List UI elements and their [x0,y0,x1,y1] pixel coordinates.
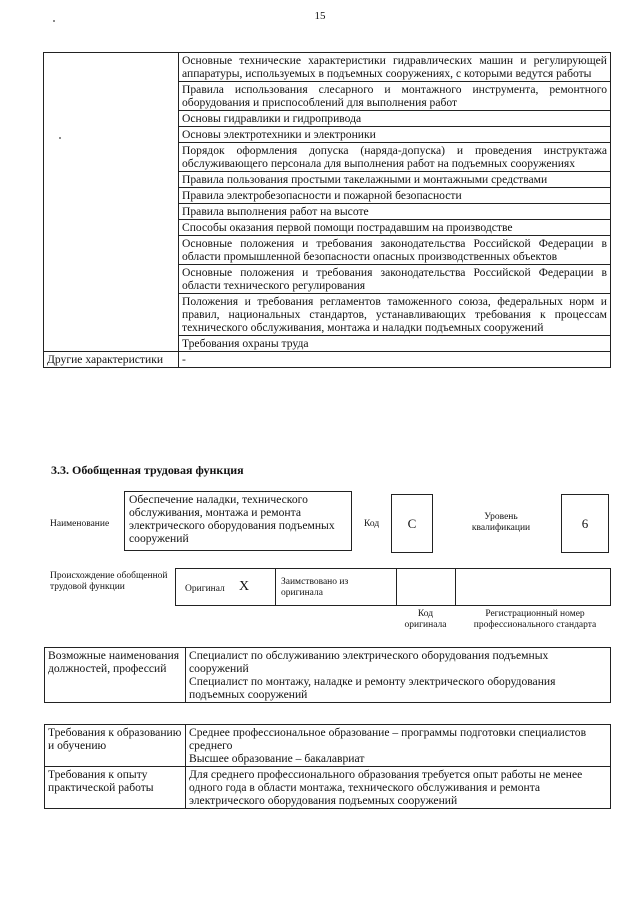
borrowed-label: Заимствовано из оригинала [281,577,349,598]
position-item: Специалист по обслуживанию электрического оборудования подъемных сооружений [189,649,549,675]
knowledge-item: Положения и требования регламентов таможенного союза, федеральных норм и правил, национальных стандартов, устанавливающих требования к процессам технического обслуживания, монтажа и наладки подъемных сооружений [179,294,611,336]
education-item: Высшее образование – бакалавриат [189,752,365,765]
knowledge-item: Порядок оформления допуска (наряда-допуска) и проведения инструктажа обслуживающего персонала для выполнения работ на подъемных сооружениях [179,143,611,172]
divider [396,568,397,606]
positions-values [186,648,611,703]
section-title: 3.3. Обобщенная трудовая функция [51,463,244,477]
education-values [186,725,611,767]
table-row [45,648,611,703]
name-label: Наименование [50,519,110,529]
knowledge-item: Правила пользования простыми такелажными и монтажными средствами [179,172,611,188]
reg-caption: Регистрационный номер профессионального стандарта [473,609,597,630]
table-row [45,767,611,809]
knowledge-item: Правила использования слесарного и монтажного инструмента, ремонтного оборудования и приспособлений для выполнения работ [179,82,611,111]
experience-label: Требования к опыту практической работы [45,767,186,809]
education-label: Требования к образованию и обучению [45,725,186,767]
origin-label: Происхождение обобщенной трудовой функции [50,571,168,592]
scan-speck [53,20,55,22]
table-row [44,53,611,82]
other-characteristics-label: Другие характеристики [44,352,179,368]
knowledge-item: Правила выполнения работ на высоте [179,204,611,220]
code-caption: Код оригинала [404,609,447,630]
knowledge-item: Основные положения и требования законодательства Российской Федерации в области технического регулирования [179,265,611,294]
knowledge-item: Правила электробезопасности и пожарной безопасности [179,188,611,204]
experience-value: Для среднего профессионального образования требуется опыт работы не менее одного года в области монтажа, технического обслуживания и ремонта электрического оборудования подъемных сооружений [186,767,611,809]
original-mark: X [239,579,250,594]
position-item: Специалист по монтажу, наладке и ремонту электрического оборудования подъемных сооружений [189,675,556,701]
original-label: Оригинал [185,584,225,594]
divider [275,568,276,606]
knowledge-item: Требования охраны труда [179,336,611,352]
level-value: 6 [561,494,609,553]
knowledge-item: Способы оказания первой помощи пострадавшим на производстве [179,220,611,236]
knowledge-item: Основные технические характеристики гидравлических машин и регулирующей аппаратуры, используемых в подъемных сооружениях, с которыми ведутся работы [179,53,611,82]
code-label: Код [364,519,380,529]
education-item: Среднее профессиональное образование – программы подготовки специалистов среднего [189,726,587,752]
knowledge-item: Основы электротехники и электроники [179,127,611,143]
positions-label: Возможные наименования должностей, профессий [45,648,186,703]
knowledge-item: Основы гидравлики и гидропривода [179,111,611,127]
function-name-value: Обеспечение наладки, технического обслуживания, монтажа и ремонта электрического оборудования подъемных сооружений [124,491,352,551]
knowledge-item: Основные положения и требования законодательства Российской Федерации в области промышленной безопасности опасных производственных объектов [179,236,611,265]
knowledge-table [43,52,611,368]
other-characteristics-value: - [179,352,611,368]
knowledge-label-cell [44,53,179,352]
code-value: C [391,494,433,553]
level-label: Уровень квалификации [471,512,531,533]
table-row [45,725,611,767]
page-number: 15 [314,10,326,22]
positions-table [44,647,611,703]
requirements-table [44,724,611,809]
divider [455,568,456,606]
table-row [44,352,611,368]
